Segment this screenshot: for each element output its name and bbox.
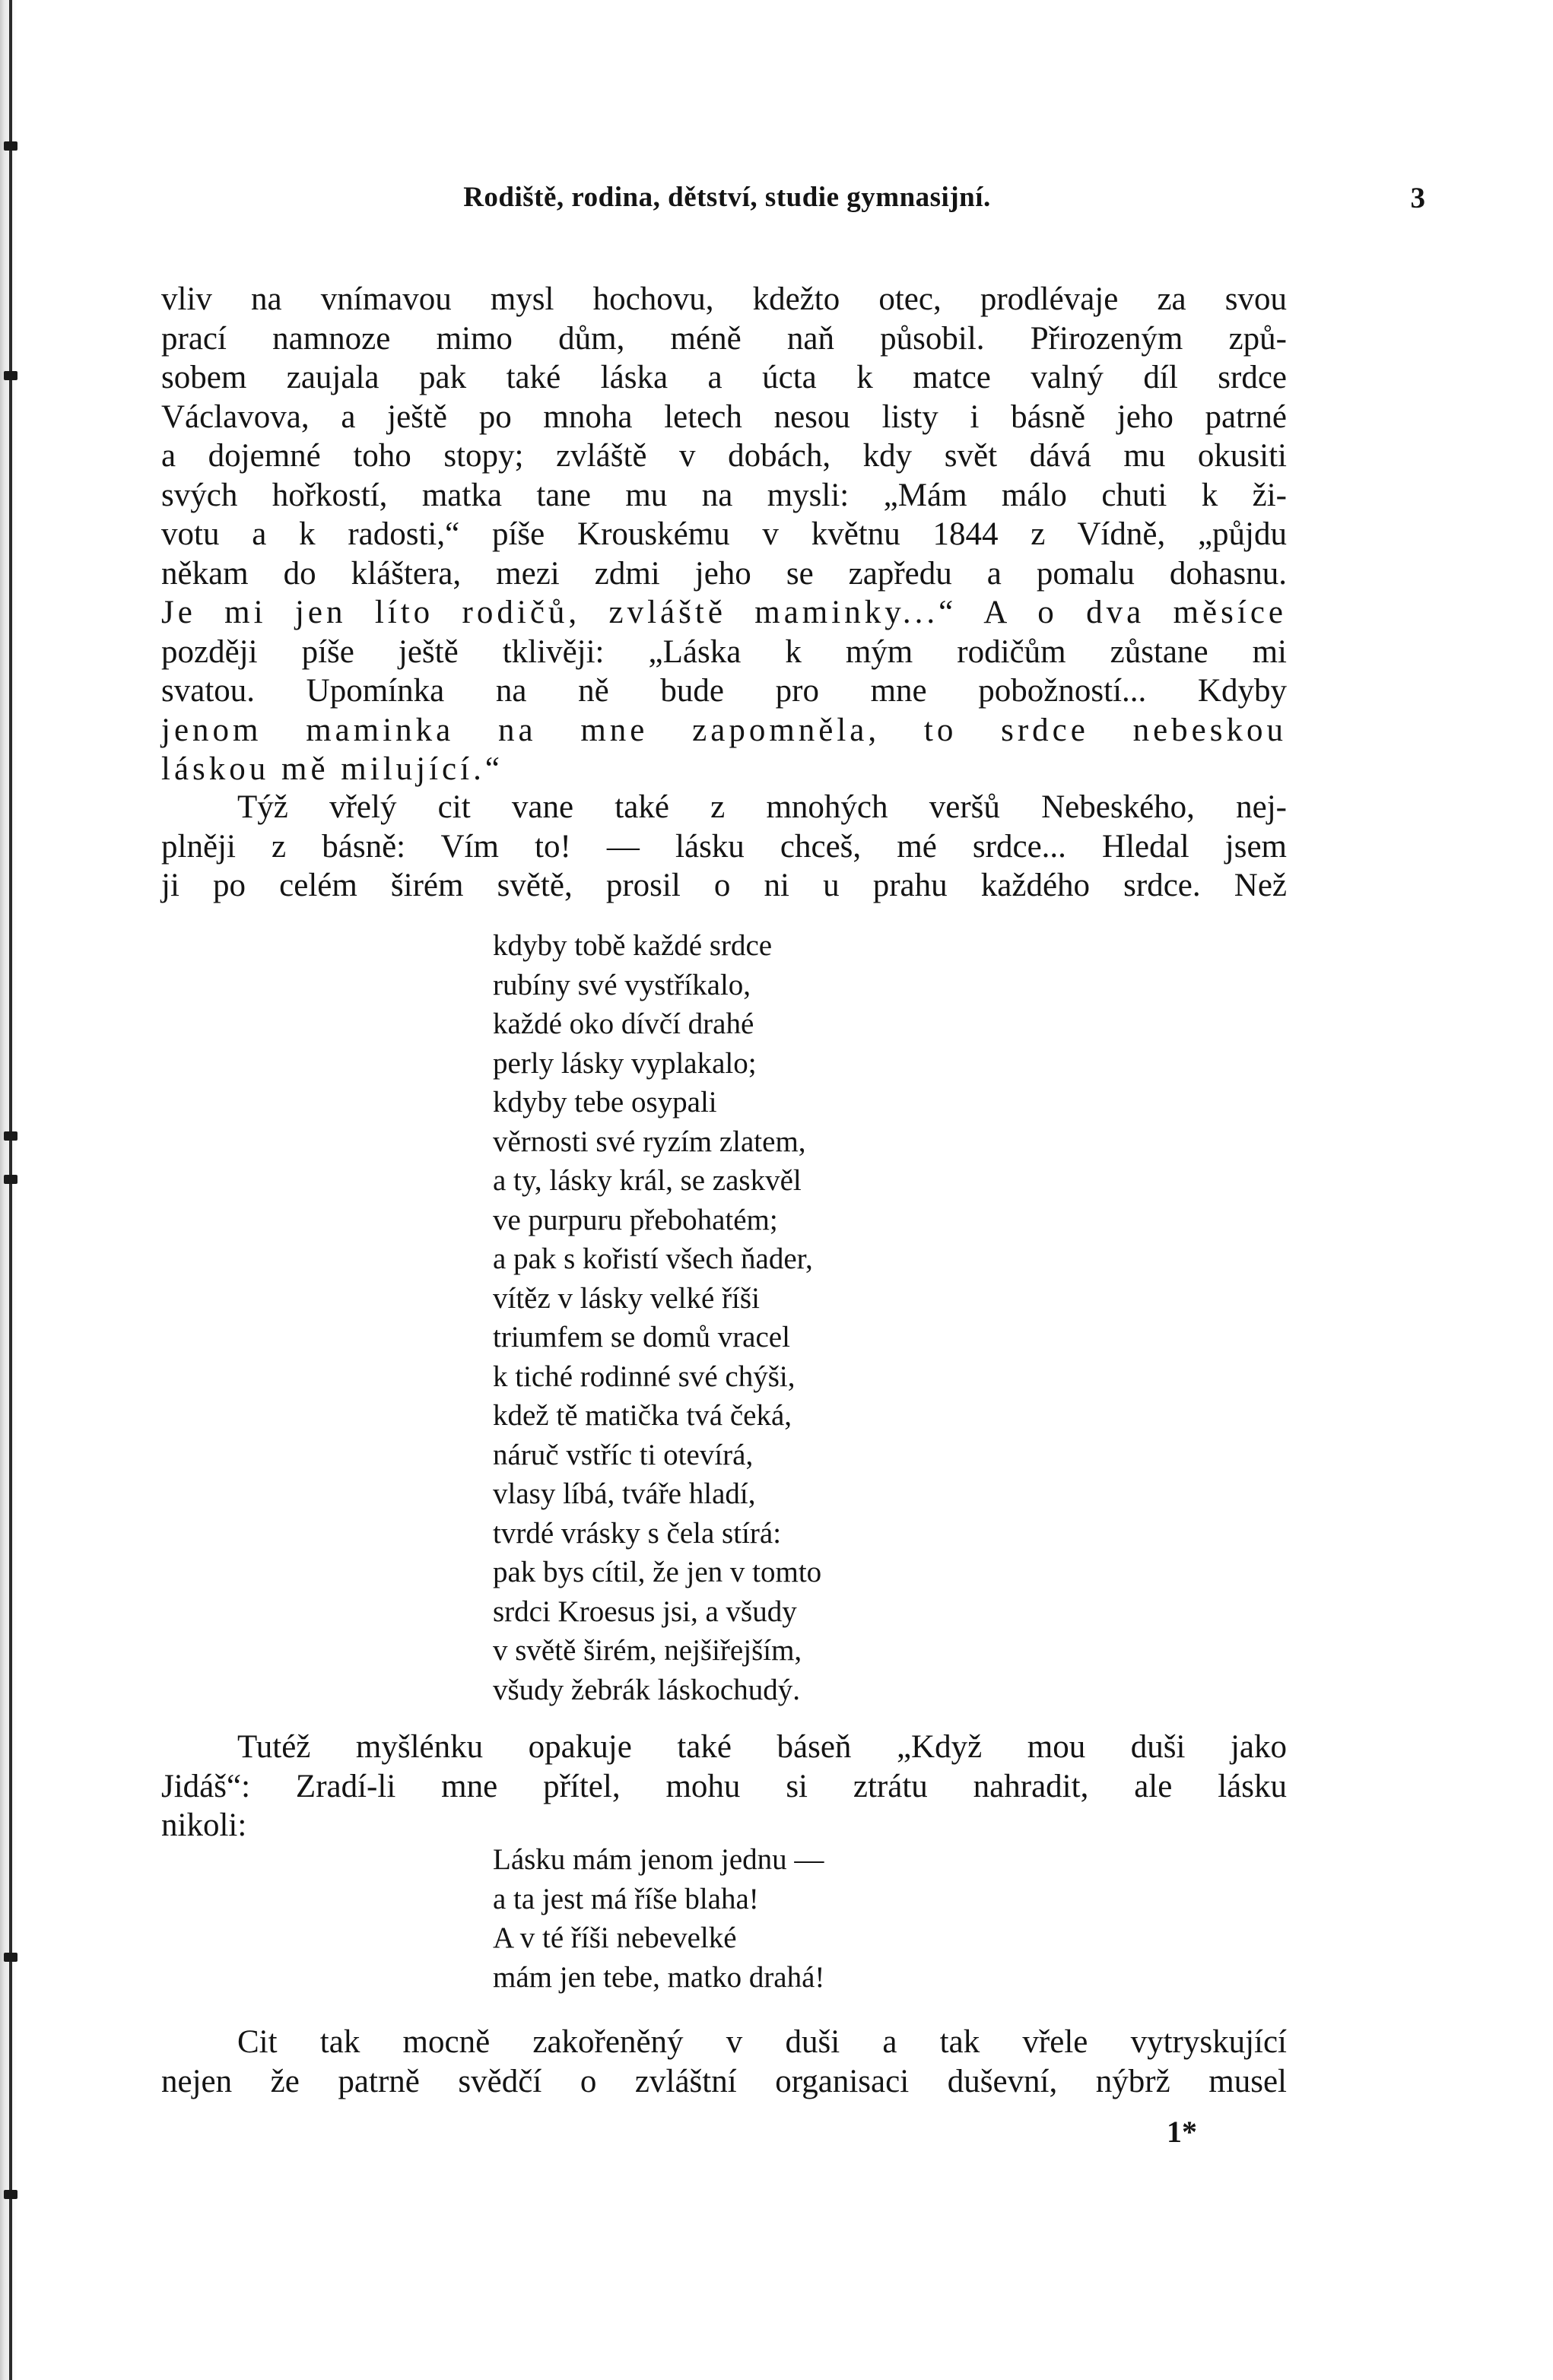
edge-mark	[4, 1131, 17, 1141]
signature-mark: 1*	[1167, 2115, 1197, 2149]
poem-line: pak bys cítil, že jen v tomto	[493, 1556, 822, 1588]
text-line: jenom maminka na mne zapomněla, to srdce nebeskou	[161, 712, 1287, 748]
poem-line: a ty, lásky král, se zaskvěl	[493, 1164, 802, 1197]
poem-line: náruč vstříc ti otevírá,	[493, 1438, 754, 1471]
edge-mark	[4, 1175, 17, 1184]
text-line: Týž vřelý cit vane také z mnohých veršů Nebeského, nej-	[237, 789, 1287, 825]
poem-line: věrnosti své ryzím zlatem,	[493, 1125, 806, 1158]
poem-line: mám jen tebe, matko drahá!	[493, 1960, 825, 1994]
page-number: 3	[1410, 182, 1425, 214]
text-line: Václavova, a ještě po mnoha letech nesou listy i básně jeho patrné	[161, 398, 1287, 435]
poem-line: k tiché rodinné své chýši,	[493, 1360, 796, 1393]
text-line: láskou mě milující.“	[161, 751, 503, 787]
poem-line: každé oko dívčí drahé	[493, 1008, 754, 1040]
poem-line: perly lásky vyplakalo;	[493, 1046, 757, 1080]
poem-line: kdyby tebe osypali	[493, 1086, 717, 1119]
edge-mark	[4, 2190, 17, 2199]
text-line: vliv na vnímavou mysl hochovu, kdežto otec, prodlévaje za svou	[161, 281, 1287, 317]
running-title: Rodiště, rodina, dětství, studie gymnasijní.	[463, 182, 991, 213]
paragraph-1	[161, 280, 1287, 789]
text-line: Jidáš“: Zradí-li mne přítel, mohu si ztrátu nahradit, ale lásku	[161, 1768, 1287, 1804]
page-edge-line	[9, 0, 12, 2380]
poem-line: vlasy líbá, tváře hladí,	[493, 1477, 756, 1510]
poem-line: rubíny své vystříkalo,	[493, 968, 751, 1001]
text-line: nejen že patrně svědčí o zvláštní organisaci duševní, nýbrž musel	[161, 2063, 1287, 2099]
poem-line: Lásku mám jenom jednu —	[493, 1843, 824, 1876]
poem-line: A v té říši nebevelké	[493, 1921, 737, 1954]
poem-line: v světě širém, nejšiřejším,	[493, 1634, 802, 1667]
text-line: Je mi jen líto rodičů, zvláště maminky...“ A o dva měsíce	[161, 595, 1287, 630]
paragraph-3	[161, 1728, 1287, 1845]
poem-line: kdyby tobě každé srdce	[493, 929, 773, 962]
poem-line: a ta jest má říše blaha!	[493, 1882, 759, 1915]
poem-line: všudy žebrák láskochudý.	[493, 1673, 800, 1706]
text-line: Tutéž myšlénku opakuje také báseň „Když mou duši jako	[237, 1729, 1287, 1765]
paragraph-4	[161, 2023, 1287, 2101]
poem-line: srdci Kroesus jsi, a všudy	[493, 1595, 797, 1628]
poem-line: triumfem se domů vracel	[493, 1321, 790, 1353]
text-line: plněji z básně: Vím to! — lásku chceš, mé srdce... Hledal jsem	[161, 828, 1287, 865]
edge-mark	[4, 1953, 17, 1962]
text-line: někam do kláštera, mezi zdmi jeho se zapředu a pomalu dohasnu.	[161, 555, 1287, 592]
text-line: a dojemné toho stopy; zvláště v dobách, kdy svět dává mu okusiti	[161, 438, 1287, 474]
text-line: votu a k radosti,“ píše Krouskému v květnu 1844 z Vídně, „půjdu	[161, 516, 1287, 552]
poem-line: a pak s kořistí všech ňader,	[493, 1242, 813, 1275]
text-line: sobem zaujala pak také láska a úcta k matce valný díl srdce	[161, 360, 1287, 395]
poem-quote-1	[493, 926, 821, 1709]
poem-line: kdež tě matička tvá čeká,	[493, 1399, 792, 1432]
poem-quote-2	[493, 1840, 824, 1997]
poem-line: tvrdé vrásky s čela stírá:	[493, 1516, 782, 1550]
edge-mark	[4, 141, 17, 151]
text-line: ji po celém širém světě, prosil o ni u prahu každého srdce. Než	[161, 868, 1287, 903]
text-line: svých hořkostí, matka tane mu na mysli: „Mám málo chuti k ži-	[161, 477, 1287, 513]
text-line: Cit tak mocně zakořeněný v duši a tak vřele vytryskující	[237, 2024, 1287, 2060]
paragraph-2	[161, 788, 1287, 906]
text-line: svatou. Upomínka na ně bude pro mne pobožností... Kdyby	[161, 673, 1287, 709]
edge-mark	[4, 371, 17, 380]
page-binding-edge	[0, 0, 17, 2380]
page-header	[161, 181, 1425, 227]
text-line: nikoli:	[161, 1807, 247, 1843]
text-line: později píše ještě tklivěji: „Láska k mým rodičům zůstane mi	[161, 633, 1287, 670]
text-line: prací namnoze mimo dům, méně naň působil. Přirozeným způ-	[161, 320, 1287, 357]
poem-line: vítěz v lásky velké říši	[493, 1281, 760, 1315]
poem-line: ve purpuru přebohatém;	[493, 1203, 778, 1236]
